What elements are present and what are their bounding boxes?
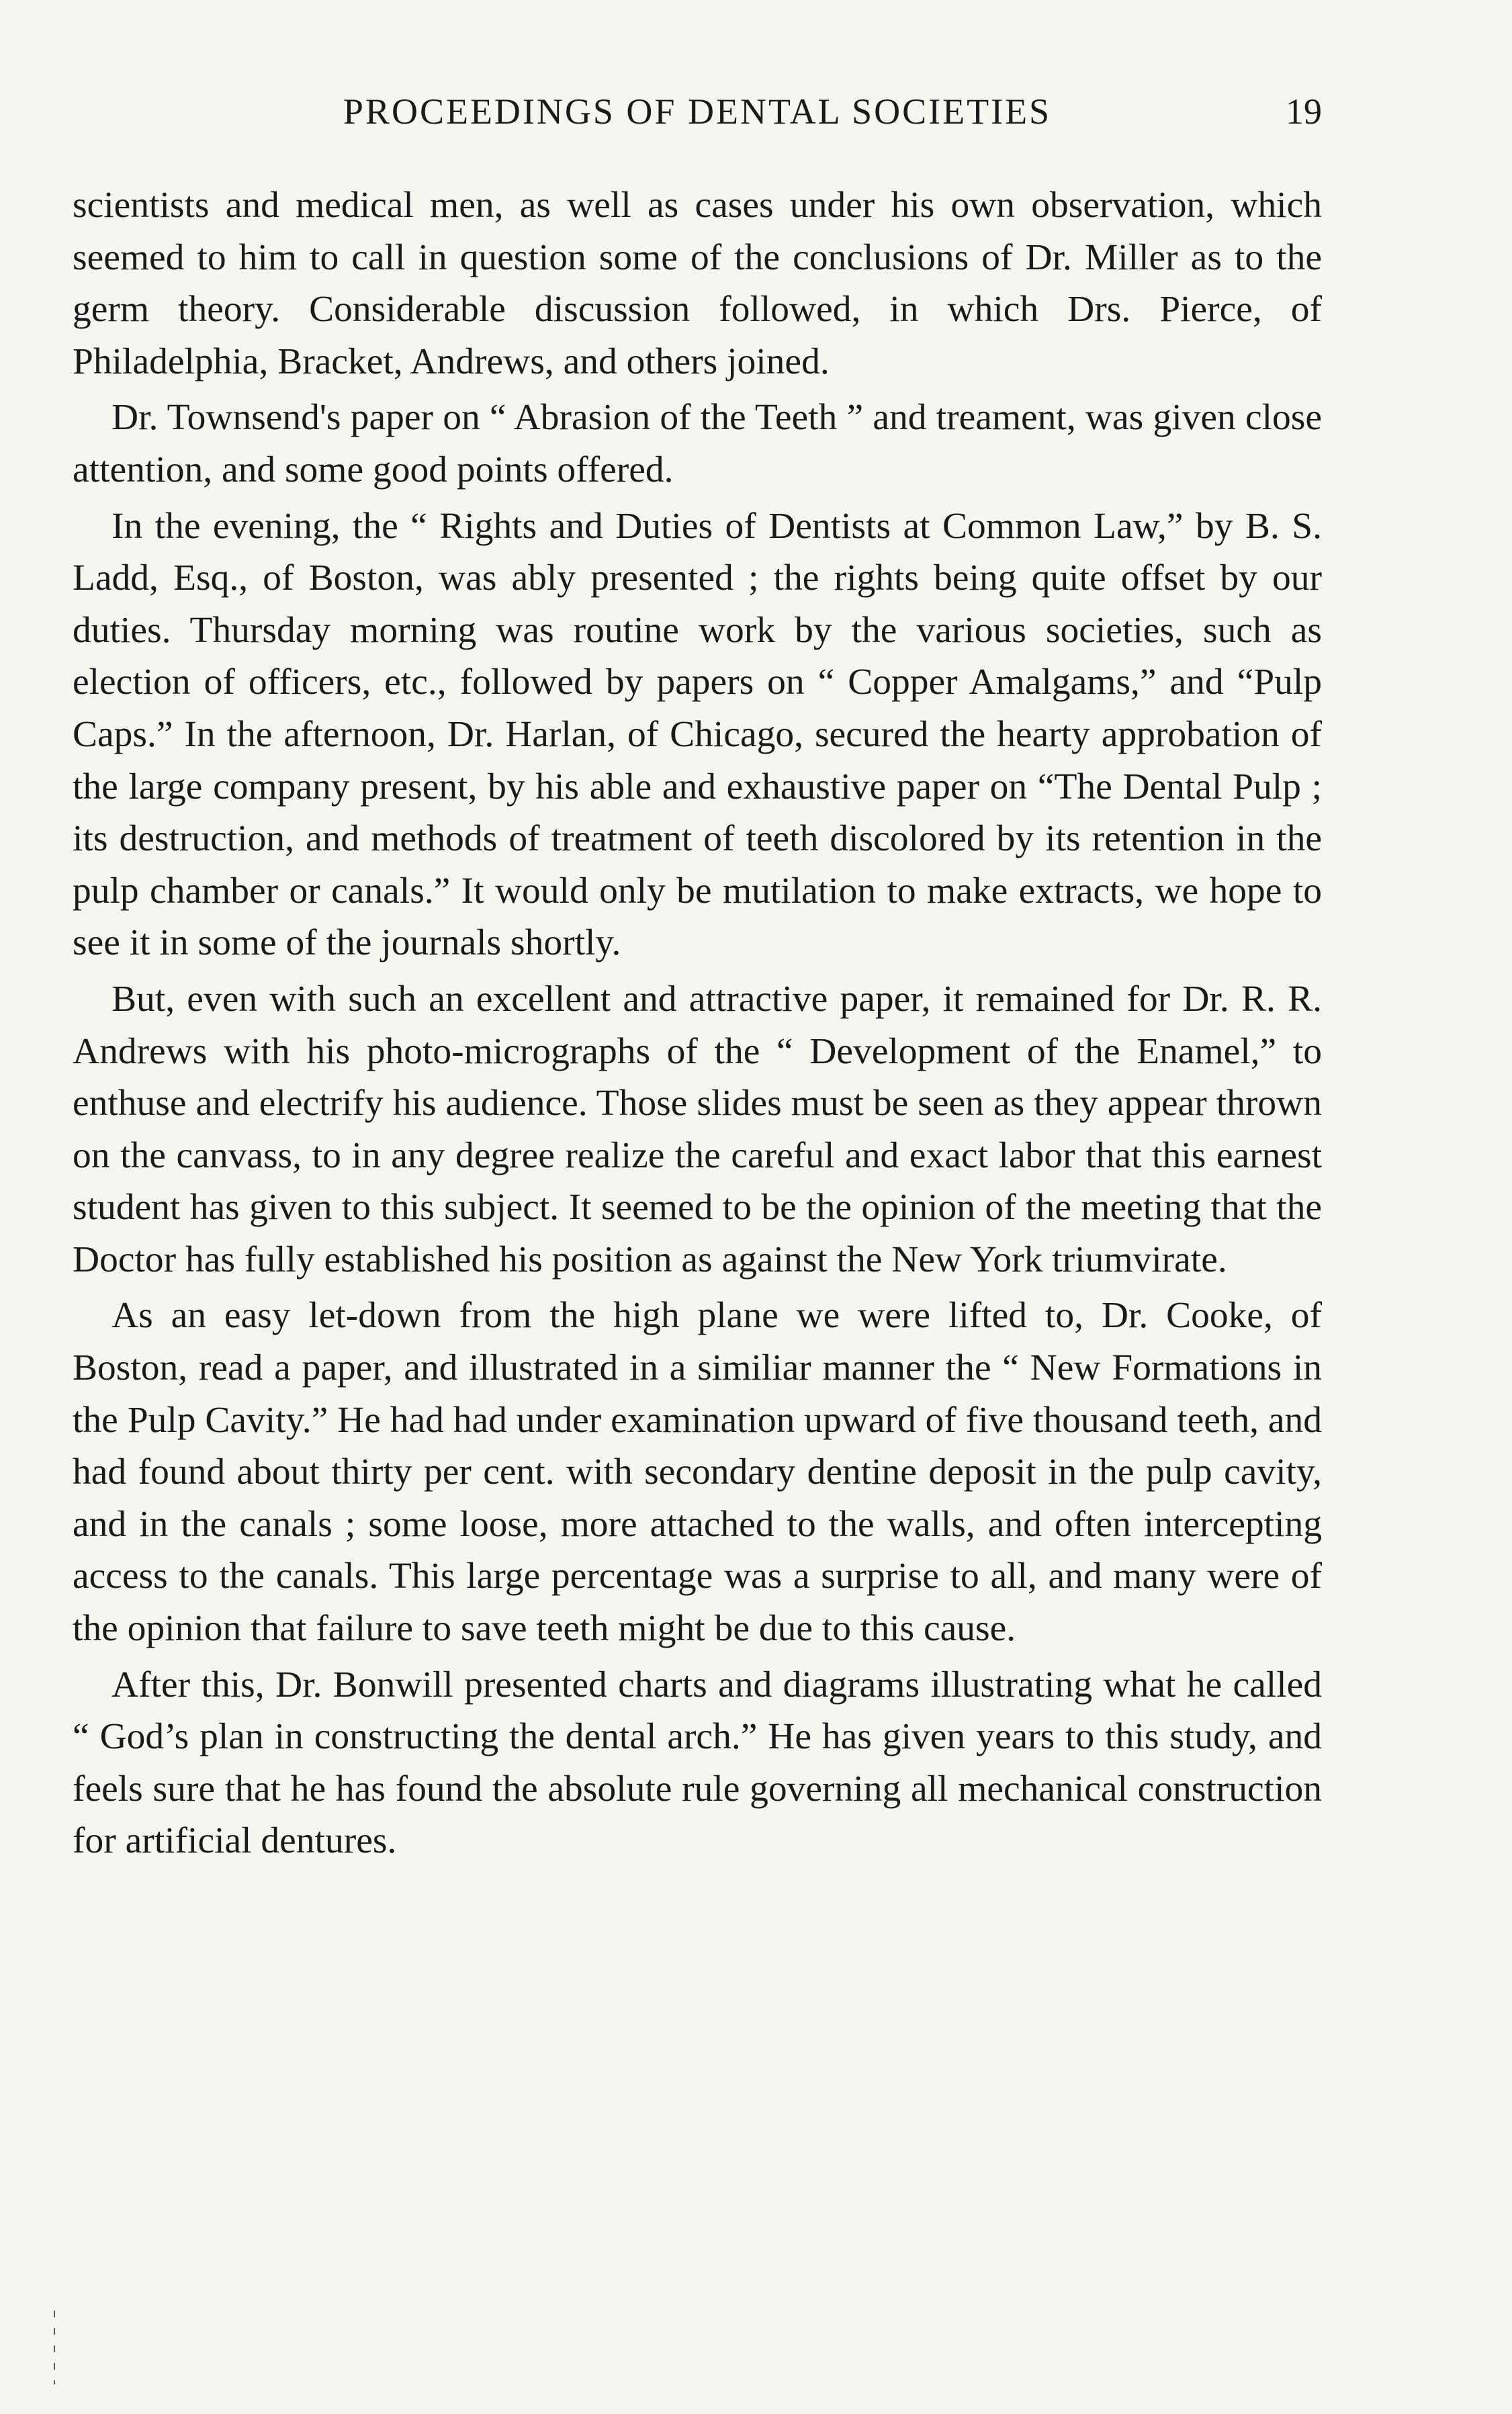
body-text <box>73 179 1322 1867</box>
paragraph-townsend: Dr. Townsend's paper on “ Abrasion of the Teeth ” and treament, was given close attention, and some good points offered. <box>73 397 1322 490</box>
paragraph-cooke: As an easy let-down from the high plane we were lifted to, Dr. Cooke, of Boston, read a paper, and illustrated in a similiar manner the “ New Formations in the Pulp Cavity.” He had had under examination upward of five thousand teeth, and had found about thirty per cent. with secondary dentine deposit in the pulp cavity, and in the canals ; some loose, more attached to the walls, and often intercepting access to the canals. This large percentage was a surprise to all, and many were of the opinion that failure to save teeth might be due to this cause. <box>73 1295 1322 1650</box>
page-number: 19 <box>1286 91 1322 132</box>
running-header <box>73 91 1322 144</box>
paragraph-continued: scientists and medical men, as well as cases under his own observation, which seemed to him to call in question some of the conclusions of Dr. Miller as to the germ theory. Considerable discussion followed, in which Drs. Pierce, of Philadelphia, Bracket, Andrews, and others joined. <box>73 185 1322 382</box>
running-head-title: PROCEEDINGS OF DENTAL SOCIETIES <box>343 91 1052 132</box>
paragraph-evening-session: In the evening, the “ Rights and Duties of Dentists at Common Law,” by B. S. Ladd, Esq., of Boston, was ably presented ; the rights being quite offset by our duties. Thursday morning was routine work by the various societies, such as election of officers, etc., followed by papers on “ Copper Amalgams,” and “Pulp Caps.” In the afternoon, Dr. Harlan, of Chicago, secured the hearty approbation of the large company present, by his able and exhaustive paper on “The Dental Pulp ; its destruction, and methods of treatment of teeth discolored by its retention in the pulp chamber or canals.” It would only be mutilation to make extracts, we hope to see it in some of the journals shortly. <box>73 505 1322 964</box>
book-page <box>73 91 1322 1871</box>
paragraph-bonwill: After this, Dr. Bonwill presented charts and diagrams illustrating what he called “ God’s plan in constructing the dental arch.” He has given years to this study, and feels sure that he has found the absolute rule governing all mechanical construction for artificial dentures. <box>73 1664 1322 1862</box>
paragraph-andrews: But, even with such an excellent and attractive paper, it remained for Dr. R. R. Andrews with his photo-micrographs of the “ Development of the Enamel,” to enthuse and electrify his audience. Those slides must be seen as they appear thrown on the canvass, to in any degree realize the careful and exact labor that this earnest student has given to this subject. It seemed to be the opinion of the meeting that the Doctor has fully established his position as against the New York triumvirate. <box>73 978 1322 1280</box>
gutter-mark <box>54 2311 55 2384</box>
